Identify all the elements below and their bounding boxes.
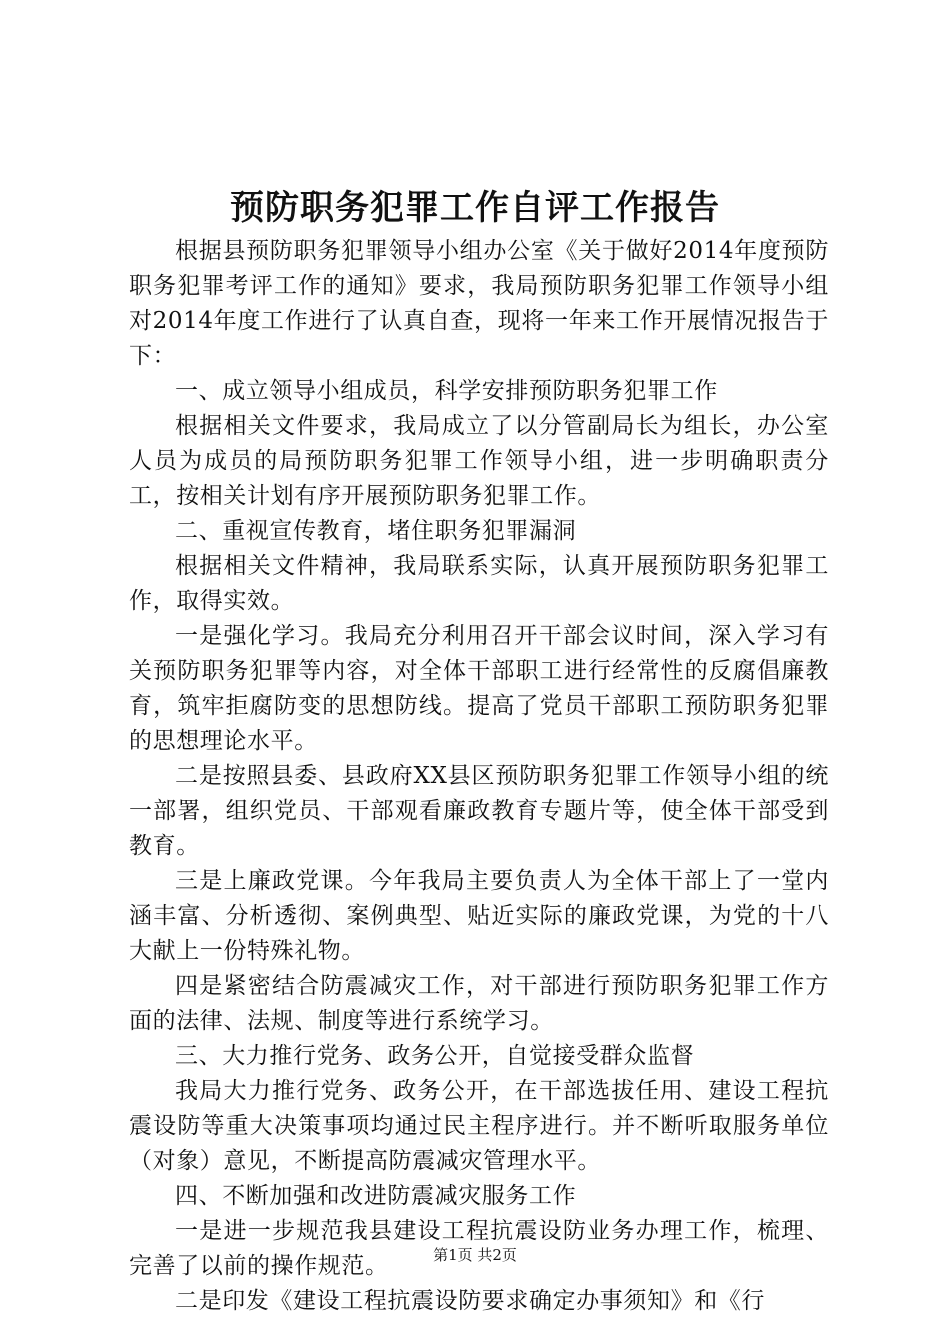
- body-paragraph: 一是强化学习。我局充分利用召开干部会议时间，深入学习有关预防职务犯罪等内容，对全体干部职工进行经常性的反腐倡廉教育，筑牢拒腐防变的思想防线。提高了党员干部职工预防职务犯罪的思想理论水平。: [129, 623, 829, 754]
- section-heading: 一、成立领导小组成员，科学安排预防职务犯罪工作: [175, 378, 718, 404]
- section-heading: 三、大力推行党务、政务公开，自觉接受群众监督: [175, 1043, 695, 1069]
- body-paragraph: 我局大力推行党务、政务公开，在干部选拔任用、建设工程抗震设防等重大决策事项均通过民主程序进行。并不断听取服务单位（对象）意见，不断提高防震减灾管理水平。: [129, 1078, 829, 1174]
- body-paragraph: 三是上廉政党课。今年我局主要负责人为全体干部上了一堂内涵丰富、分析透彻、案例典型、贴近实际的廉政党课，为党的十八大献上一份特殊礼物。: [129, 868, 829, 964]
- page-number-footer: 第1页 共2页: [433, 1246, 517, 1264]
- section-heading: 四、不断加强和改进防震减灾服务工作: [175, 1183, 577, 1209]
- body-paragraph: 二是按照县委、县政府XX县区预防职务犯罪工作领导小组的统一部署，组织党员、干部观看廉政教育专题片等，使全体干部受到教育。: [129, 763, 829, 859]
- body-paragraph: 根据县预防职务犯罪领导小组办公室《关于做好2014年度预防职务犯罪考评工作的通知》要求，我局预防职务犯罪工作领导小组对2014年度工作进行了认真自查，现将一年来工作开展情况报告于下：: [129, 238, 829, 369]
- body-paragraph: 二是印发《建设工程抗震设防要求确定办事须知》和《行: [175, 1288, 765, 1314]
- document-body: [129, 234, 829, 1319]
- body-paragraph: 一是进一步规范我县建设工程抗震设防业务办理工作，梳理、完善了以前的操作规范。: [129, 1218, 829, 1279]
- body-paragraph: 四是紧密结合防震减灾工作，对干部进行预防职务犯罪工作方面的法律、法规、制度等进行系统学习。: [129, 973, 829, 1034]
- document-title: 预防职务犯罪工作自评工作报告: [230, 188, 720, 228]
- body-paragraph: 根据相关文件精神，我局联系实际，认真开展预防职务犯罪工作，取得实效。: [129, 553, 829, 614]
- section-heading: 二、重视宣传教育，堵住职务犯罪漏洞: [175, 518, 577, 544]
- body-paragraph: 根据相关文件要求，我局成立了以分管副局长为组长，办公室人员为成员的局预防职务犯罪工作领导小组，进一步明确职责分工，按相关计划有序开展预防职务犯罪工作。: [129, 413, 829, 509]
